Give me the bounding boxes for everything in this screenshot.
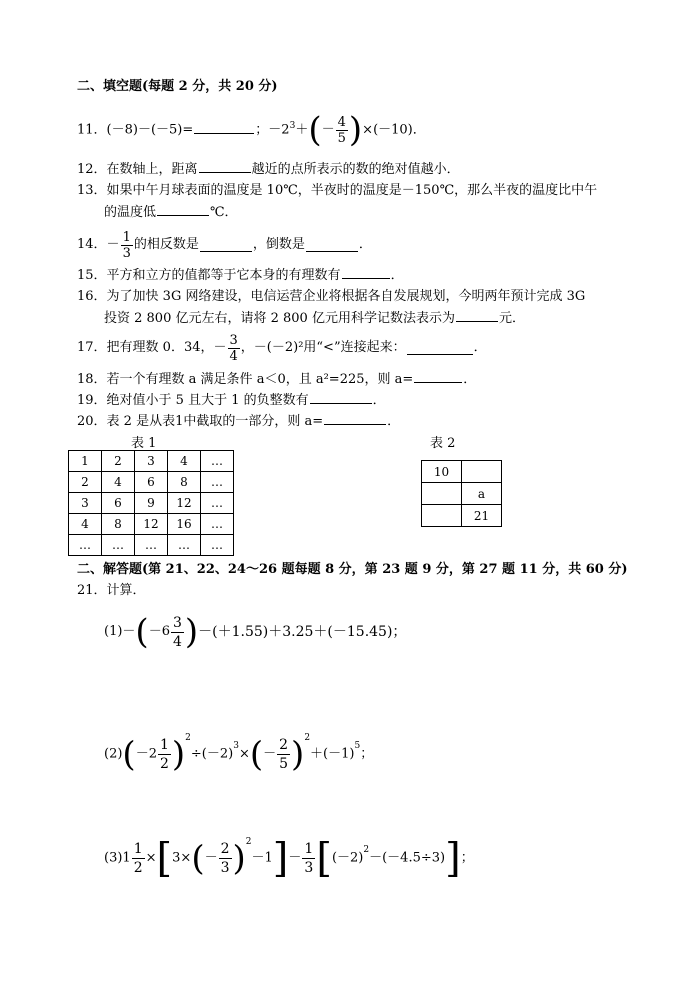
table-cell: 8 <box>102 514 135 535</box>
table-cell: 4 <box>168 451 201 472</box>
question-text: 绝对值小于 5 且大于 1 的负整数有 <box>106 393 309 408</box>
table-row <box>422 461 502 483</box>
end-mark: ． <box>463 372 477 387</box>
numerator: 2 <box>279 737 289 753</box>
operator: － <box>204 850 218 866</box>
fraction <box>219 840 232 877</box>
expression-part: －6 <box>148 624 170 639</box>
end-mark: ． <box>390 268 404 283</box>
table-cell: 4 <box>102 472 135 493</box>
denominator: 2 <box>133 860 143 876</box>
left-paren: ( <box>135 612 149 652</box>
table-cell: 6 <box>135 472 168 493</box>
question-16-line2 <box>104 309 525 328</box>
exponent: 5 <box>354 741 361 751</box>
question-number: 15． <box>77 268 107 283</box>
table-cell: 2 <box>102 451 135 472</box>
answer-blank[interactable] <box>306 239 358 252</box>
question-number: 17． <box>77 340 107 355</box>
answer-blank[interactable] <box>194 121 254 134</box>
question-text: ℃． <box>210 205 238 220</box>
question-text: 元． <box>498 311 525 326</box>
denominator: 5 <box>279 756 289 772</box>
table-cell: 3 <box>69 493 102 514</box>
right-paren: ) <box>232 838 246 879</box>
expression-part: －2 <box>135 746 157 762</box>
operator: － <box>321 122 335 137</box>
question-13 <box>77 182 597 200</box>
question-text: 如果中午月球表面的温度是 10℃，半夜时的温度是－150℃，那么半夜的温度比中午 <box>106 183 598 198</box>
table-cell: 12 <box>168 493 201 514</box>
left-paren: ( <box>191 838 205 879</box>
right-bracket: ] <box>445 835 461 882</box>
question-text: 若一个有理数 a 满足条件 a＜0，且 a²=225，则 a= <box>106 372 414 387</box>
expression-part: －1 <box>251 850 273 866</box>
operator: × <box>362 122 374 138</box>
right-paren: ) <box>291 734 305 775</box>
right-paren: ) <box>348 110 363 150</box>
operator: － <box>106 237 120 252</box>
exponent: 2 <box>304 733 311 743</box>
question-text: 的温度低 <box>104 205 157 220</box>
denominator: 3 <box>304 860 314 876</box>
expression-part: －(－4.5÷3) <box>369 850 446 866</box>
table-cell: … <box>69 535 102 556</box>
end-mark: ． <box>358 237 372 252</box>
end-mark: ； <box>360 746 374 762</box>
table-cell: 10 <box>422 461 462 483</box>
table-cell: a <box>462 483 502 505</box>
question-text: ，－(－2)²用“<”连接起来： <box>240 340 406 355</box>
answer-blank[interactable] <box>200 239 252 252</box>
question-text: 表 2 是从表1中截取的一部分，则 a= <box>106 414 324 429</box>
problem-1 <box>104 612 406 653</box>
question-text: 为了加快 3G 网络建设，电信运营企业将根据各自发展规划，今明两年预计完成 3G <box>106 289 586 304</box>
table-cell: … <box>201 535 234 556</box>
exponent: 2 <box>245 837 252 847</box>
question-text: 计算． <box>106 583 146 598</box>
answer-blank[interactable] <box>199 160 251 173</box>
expression-part: (－8)－(－5)= <box>106 122 194 138</box>
fraction <box>302 840 315 877</box>
table-cell: 16 <box>168 514 201 535</box>
table-cell: 1 <box>69 451 102 472</box>
question-text: 越近的点所表示的数的绝对值越小． <box>251 162 460 177</box>
table-cell: … <box>135 535 168 556</box>
answer-blank[interactable] <box>456 309 498 322</box>
question-20 <box>77 412 400 431</box>
problem-3 <box>104 818 474 883</box>
exponent: 3 <box>233 741 239 751</box>
expression-part: －2 <box>268 122 290 138</box>
left-paren: ( <box>122 734 136 775</box>
expression-part: ＋(－1) <box>310 746 355 762</box>
question-11 <box>77 110 426 150</box>
question-19 <box>77 391 386 410</box>
question-14 <box>77 228 372 263</box>
exponent: 2 <box>185 733 191 743</box>
table-cell: 21 <box>462 505 502 527</box>
table-1 <box>68 450 234 556</box>
question-18 <box>77 370 476 389</box>
left-bracket: [ <box>316 835 332 882</box>
denominator: 3 <box>122 245 131 261</box>
question-17 <box>77 331 487 366</box>
answer-blank[interactable] <box>324 412 386 425</box>
answer-blank[interactable] <box>310 391 372 404</box>
numerator: 1 <box>122 229 131 245</box>
table-cell: 12 <box>135 514 168 535</box>
question-number: 12． <box>77 162 107 177</box>
denominator: 3 <box>220 860 230 876</box>
numerator: 1 <box>304 841 314 857</box>
table-cell <box>462 461 502 483</box>
expression-part: 3× <box>172 850 192 866</box>
end-mark: ． <box>473 340 487 355</box>
question-number: 19． <box>77 393 107 408</box>
table-row <box>69 535 234 556</box>
operator: × <box>145 850 157 866</box>
fraction <box>121 230 133 261</box>
denominator: 4 <box>229 348 238 364</box>
table-cell <box>422 483 462 505</box>
table-cell: 8 <box>168 472 201 493</box>
problem-label: (2) <box>104 746 123 762</box>
table-row <box>422 505 502 527</box>
exponent: 3 <box>289 121 296 132</box>
answer-blank[interactable] <box>414 370 462 383</box>
question-16 <box>77 288 585 306</box>
table-cell: 3 <box>135 451 168 472</box>
right-paren: ) <box>171 734 186 775</box>
table-cell: 9 <box>135 493 168 514</box>
operator: － <box>263 746 277 762</box>
question-number: 16． <box>77 289 107 304</box>
table-cell: … <box>102 535 135 556</box>
fraction <box>228 333 240 364</box>
expression-part: (－10) <box>373 122 413 138</box>
exponent: 2 <box>363 845 370 855</box>
numerator: 3 <box>172 614 182 631</box>
question-12 <box>77 160 460 179</box>
numerator: 1 <box>159 737 169 753</box>
section-title-answer: 二、解答题(第 21、22、24～26 题每题 8 分，第 23 题 9 分，第 27 题 11 分，共 60 分) <box>77 562 628 577</box>
operator: － <box>288 850 302 866</box>
table-1-caption: 表 1 <box>131 436 157 451</box>
numerator: 2 <box>220 841 230 857</box>
question-13-line2 <box>104 203 238 222</box>
question-number: 13． <box>77 183 107 198</box>
denominator: 5 <box>337 130 346 146</box>
denominator: 2 <box>159 756 169 772</box>
table-row <box>69 493 234 514</box>
operator: × <box>238 746 250 762</box>
question-text: 的相反数是 <box>133 237 199 252</box>
right-bracket: ] <box>272 835 289 882</box>
question-text: 投资 2 800 亿元左右，请将 2 800 亿元用科学记数法表示为 <box>104 311 455 326</box>
expression-part: 1 <box>122 850 131 866</box>
answer-blank[interactable] <box>342 266 390 279</box>
fraction <box>171 614 184 651</box>
left-paren: ( <box>308 110 322 150</box>
fraction <box>277 736 290 773</box>
question-number: 21． <box>77 583 107 598</box>
section-title-fill-blank: 二、填空题(每题 2 分，共 20 分) <box>77 79 278 94</box>
numerator: 1 <box>133 841 143 857</box>
question-21 <box>77 582 146 600</box>
table-row <box>69 514 234 535</box>
fraction <box>336 115 348 146</box>
question-text: ，倒数是 <box>252 237 305 252</box>
question-number: 18． <box>77 372 107 387</box>
question-text: 在数轴上，距离 <box>106 162 198 177</box>
expression-part: (－2) <box>331 850 364 866</box>
right-paren: ) <box>184 612 199 652</box>
table-cell: 2 <box>69 472 102 493</box>
table-cell <box>422 505 462 527</box>
end-mark: ； <box>460 850 474 866</box>
problem-label: (3) <box>104 850 123 866</box>
fraction <box>158 736 171 773</box>
expression-part: －(＋1.55)＋3.25＋(－15.45)； <box>198 624 407 640</box>
problem-label: (1)－ <box>104 624 136 639</box>
table-cell: … <box>168 535 201 556</box>
table-2-caption: 表 2 <box>430 436 456 451</box>
answer-blank[interactable] <box>407 342 473 355</box>
expression-part: ÷(－2) <box>190 746 234 762</box>
question-15 <box>77 266 404 285</box>
table-cell: … <box>201 472 234 493</box>
answer-blank[interactable] <box>157 203 209 216</box>
table-cell: … <box>201 514 234 535</box>
question-number: 20． <box>77 414 107 429</box>
table-row <box>69 451 234 472</box>
end-mark: ． <box>412 122 426 138</box>
table-row <box>69 472 234 493</box>
denominator: 4 <box>172 633 182 650</box>
fraction <box>132 840 145 877</box>
table-2 <box>421 460 502 527</box>
table-row <box>422 483 502 505</box>
left-paren: ( <box>249 734 264 775</box>
numerator: 4 <box>337 114 346 130</box>
end-mark: ． <box>372 393 386 408</box>
operator: ＋ <box>295 122 309 138</box>
table-cell: … <box>201 451 234 472</box>
numerator: 3 <box>229 332 238 348</box>
separator: ； <box>255 122 269 138</box>
end-mark: ． <box>387 414 401 429</box>
question-text: 平方和立方的值都等于它本身的有理数有 <box>106 268 341 283</box>
table-cell: 4 <box>69 514 102 535</box>
question-number: 14． <box>77 237 107 252</box>
question-text: 把有理数 0．34，－ <box>106 340 227 355</box>
table-cell: 6 <box>102 493 135 514</box>
problem-2 <box>104 716 373 777</box>
question-number: 11． <box>77 122 107 138</box>
left-bracket: [ <box>156 835 173 882</box>
table-cell: … <box>201 493 234 514</box>
